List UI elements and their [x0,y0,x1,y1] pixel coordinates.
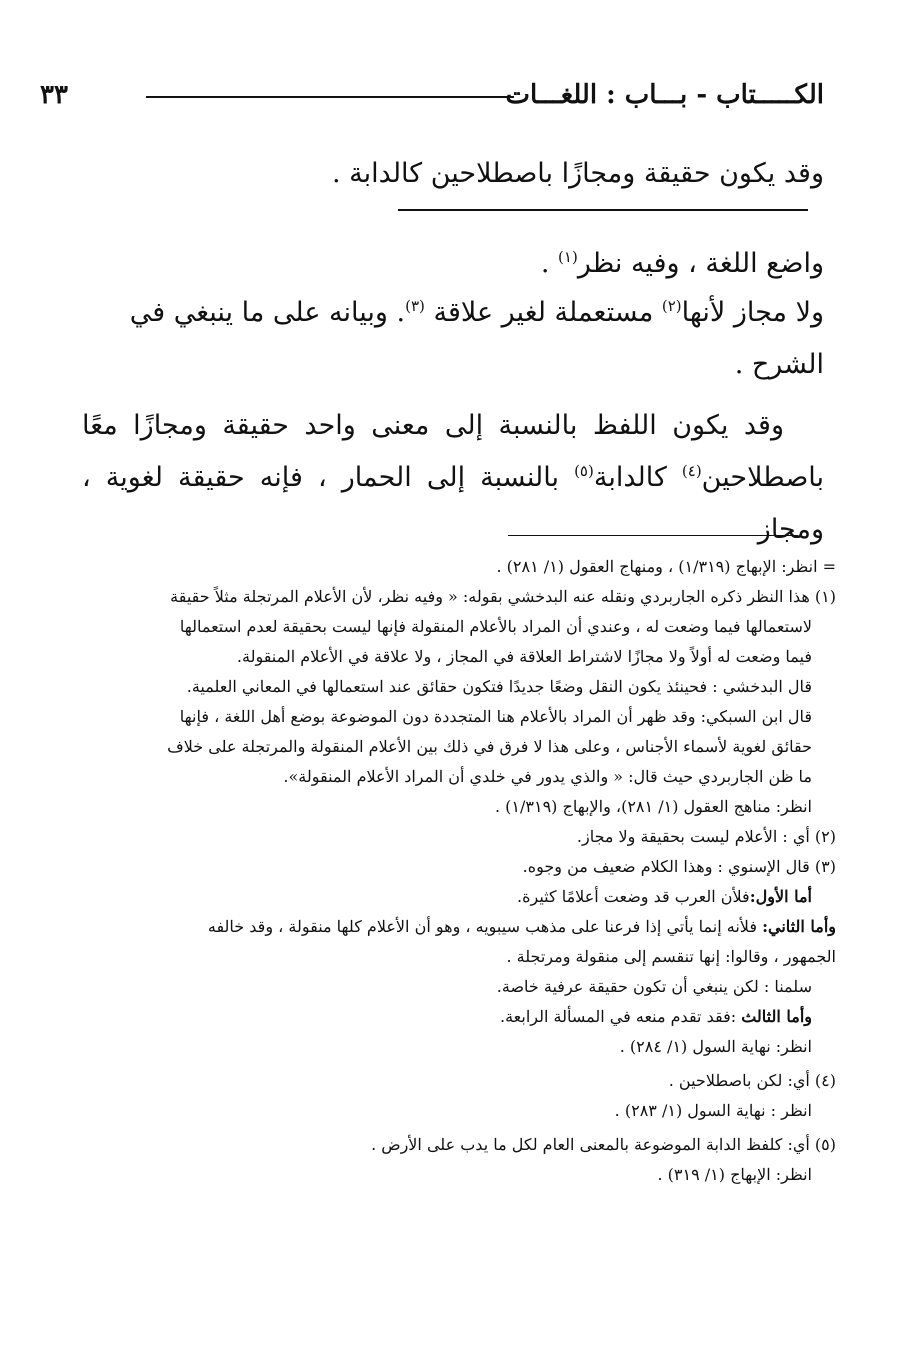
footnotes [60,552,836,1190]
footnote-3-first-lead: أما الأول: [749,887,812,906]
footnote-text: :فقد تقدم منعه في المسألة الرابعة. [500,1007,742,1026]
paragraph-text: ولا مجاز لأنها [681,297,824,328]
footnote-1-line: قال البدخشي : فحينئذ يكون النقل وضعًا جديدًا فتكون حقائق عند استعمالها في المعاني العلمية. [186,677,812,696]
footnote-1-line: انظر: مناهج العقول (١/ ٢٨١)، والإبهاج (١/٣١٩) . [494,797,812,816]
footnote-4: (٤) أي: لكن باصطلاحين . [668,1071,836,1090]
main-paragraph-1: وقد يكون حقيقة ومجازًا باصطلاحين كالدابة . [331,158,824,189]
section-rule [398,209,808,211]
footnote-1-line: (١) هذا النظر ذكره الجاربردي ونقله عنه البدخشي بقوله: « وفيه نظر، لأن الأعلام المرتجلة مثلاً حقيقة [170,587,836,606]
header-rule [146,96,514,98]
footnote-2: (٢) أي : الأعلام ليست بحقيقة ولا مجاز. [576,827,836,846]
main-paragraph-3 [82,287,824,391]
main-paragraph-4 [82,400,824,556]
main-paragraph-2 [82,238,824,290]
footnote-text: فلأنه إنما يأتي إذا فرعنا على مذهب سيبويه ، وهو أن الأعلام كلها منقولة ، وقد خالفه [207,917,763,936]
footnote-5-ref: انظر: الإبهاج (١/ ٣١٩) . [657,1165,812,1184]
paragraph-text: واضع اللغة ، وفيه نظر [577,248,824,279]
paragraph-line [82,287,824,339]
footnote-5: (٥) أي: كلفظ الدابة الموضوعة بالمعنى العام لكل ما يدب على الأرض . [371,1135,836,1154]
running-title: الكـــــتاب - بـــاب : اللغـــات [505,80,824,110]
page-number: ٣٣ [40,80,68,110]
paragraph-text: مستعملة لغير علاقة [424,297,662,328]
footnote-4-ref: انظر : نهاية السول (١/ ٢٨٣) . [614,1101,812,1120]
paragraph-line: الشرح . [734,349,824,380]
footnote-rule [508,535,798,536]
paragraph-end: . [540,248,559,279]
paragraph-text: . وبيانه على ما ينبغي في [129,297,406,328]
footnote-ref-2: (٢) [661,297,682,315]
paragraph-line [82,452,824,556]
footnote-ref-4: (٤) [681,462,702,480]
footnote-ref-5: (٥) [574,462,594,480]
footnote-3-ref: انظر: نهاية السول (١/ ٢٨٤) . [619,1037,812,1056]
footnote-ref-1: (١) [558,248,578,266]
paragraph-text: باصطلاحين [701,462,824,493]
paragraph-text: بالنسبة إلى الحمار ، فإنه حقيقة لغوية ، ومجاز [82,462,824,545]
paragraph-text: كالدابة [593,462,682,493]
footnote-text: فلأن العرب قد وضعت أعلامًا كثيرة. [517,887,750,906]
footnote-1-line: حقائق لغوية لأسماء الأجناس ، وعلى هذا لا فرق في ذلك بين الأعلام المنقولة والمرتجلة على خلاف [167,737,812,756]
footnote-3-line: سلمنا : لكن ينبغي أن تكون حقيقة عرفية خاصة. [496,977,812,996]
footnote-3-third-lead: وأما الثالث [741,1007,812,1026]
footnote-3-line: الجمهور ، وقالوا: إنها تنقسم إلى منقولة ومرتجلة . [506,947,836,966]
footnote-3-first [60,882,836,912]
footnote-3-second-lead: وأما الثاني: [762,917,836,936]
footnote-continuation: = انظر: الإبهاج (١/٣١٩) ، ومنهاج العقول (١/ ٢٨١) . [496,557,836,576]
paragraph-line: وقد يكون اللفظ بالنسبة إلى معنى واحد حقيقة ومجازًا معًا [82,410,784,441]
footnote-3-third [60,1002,836,1032]
footnote-3-intro: (٣) قال الإسنوي : وهذا الكلام ضعيف من وجوه. [522,857,836,876]
footnote-1-line: ما ظن الجاربردي حيث قال: « والذي يدور في خلدي أن المراد الأعلام المنقولة». [283,767,812,786]
footnote-1-line: قال ابن السبكي: وقد ظهر أن المراد بالأعلام هنا المتجددة دون الموضوعة بوضع أهل اللغة ، فإنها [179,707,812,726]
footnote-3-second [60,912,836,942]
footnote-1-line: لاستعمالها فيما وضعت له ، وعندي أن المراد بالأعلام المنقولة فإنها ليست بحقيقة لعدم استعمالها [179,617,812,636]
footnote-ref-3: (٣) [405,297,425,315]
footnote-1-line: فيما وضعت له أولاً ولا مجازًا لاشتراط العلاقة في المجاز ، ولا علاقة في الأعلام المنقولة. [236,647,812,666]
